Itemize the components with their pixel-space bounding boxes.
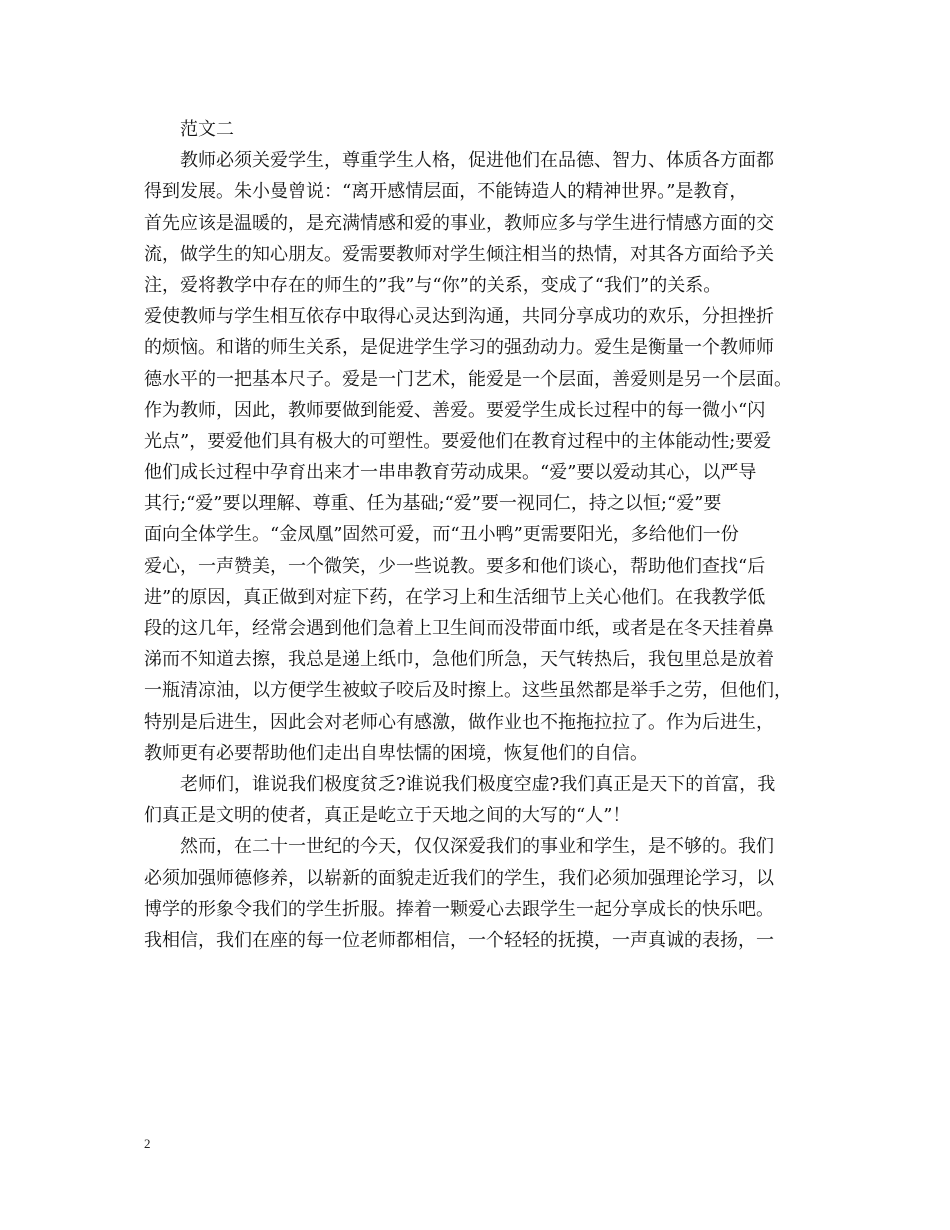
text-line: 注，爱将教学中存在的师生的”我”与“你”的关系，变成了“我们”的关系。 (144, 274, 722, 296)
text-line: 必须加强师德修养，以崭新的面貌走近我们的学生，我们必须加强理论学习，以 (144, 867, 774, 889)
text-line: 爱心，一声赞美，一个微笑，少一些说教。要多和他们谈心，帮助他们查找“后 (144, 555, 766, 577)
text-line: 们真正是文明的使者，真正是屹立于天地之间的大写的“人”！ (144, 805, 631, 827)
text-line: 流，做学生的知心朋友。爱需要教师对学生倾注相当的热情，对其各方面给予关 (144, 243, 774, 265)
text-line: 老师们，谁说我们极度贫乏?谁说我们极度空虚?我们真正是天下的首富，我 (180, 773, 776, 795)
page-number: 2 (144, 1136, 151, 1151)
text-line: 然而，在二十一世纪的今天，仅仅深爱我们的事业和学生，是不够的。我们 (180, 836, 774, 858)
document-body (144, 114, 812, 956)
text-line: 一瓶清凉油，以方便学生被蚊子咬后及时擦上。这些虽然都是举手之劳，但他们， (144, 680, 792, 702)
text-line: 我相信，我们在座的每一位老师都相信，一个轻轻的抚摸，一声真诚的表扬，一 (144, 929, 774, 951)
section-heading: 范文二 (180, 119, 234, 140)
text-line: 教师必须关爱学生，尊重学生人格，促进他们在品德、智力、体质各方面都 (180, 150, 774, 172)
text-line: 面向全体学生。“金凤凰”固然可爱，而“丑小鸭”更需要阳光，多给他们一份 (144, 524, 739, 546)
text-line: 段的这几年，经常会遇到他们急着上卫生间而没带面巾纸，或者是在冬天挂着鼻 (144, 618, 774, 639)
text-line: 他们成长过程中孕育出来才一串串教育劳动成果。“爱”要以爱动其心，以严导 (144, 462, 757, 484)
text-line: 光点”，要爱他们具有极大的可塑性。要爱他们在教育过程中的主体能动性;要爱 (144, 430, 772, 452)
text-line: 其行;“爱”要以理解、尊重、任为基础;“爱”要一视同仁，持之以恒;“爱”要 (144, 493, 722, 515)
text-line: 得到发展。朱小曼曾说：“离开感情层面，不能铸造人的精神世界。”是教育， (144, 181, 748, 203)
text-line: 博学的形象令我们的学生折服。捧着一颗爱心去跟学生一起分享成长的快乐吧。 (144, 898, 774, 920)
text-line: 进”的原因，真正做到对症下药，在学习上和生活细节上关心他们。在我教学低 (144, 586, 766, 608)
text-line: 特别是后进生，因此会对老师心有感激，做作业也不拖拖拉拉了。作为后进生， (144, 711, 774, 733)
text-line: 的烦恼。和谐的师生关系，是促进学生学习的强劲动力。爱生是衡量一个教师师 (144, 337, 774, 359)
text-line: 德水平的一把基本尺子。爱是一门艺术，能爱是一个层面，善爱则是另一个层面。 (144, 368, 792, 390)
text-line: 教师更有必要帮助他们走出自卑怯懦的困境，恢复他们的自信。 (144, 742, 648, 764)
text-line: 首先应该是温暖的，是充满情感和爱的事业，教师应多与学生进行情感方面的交 (144, 212, 774, 234)
text-line: 作为教师，因此，教师要做到能爱、善爱。要爱学生成长过程中的每一微小“闪 (144, 399, 766, 421)
text-line: 爱使教师与学生相互依存中取得心灵达到沟通，共同分享成功的欢乐，分担挫折 (144, 306, 774, 328)
text-line: 涕而不知道去擦，我总是递上纸巾，急他们所急，天气转热后，我包里总是放着 (144, 649, 774, 671)
